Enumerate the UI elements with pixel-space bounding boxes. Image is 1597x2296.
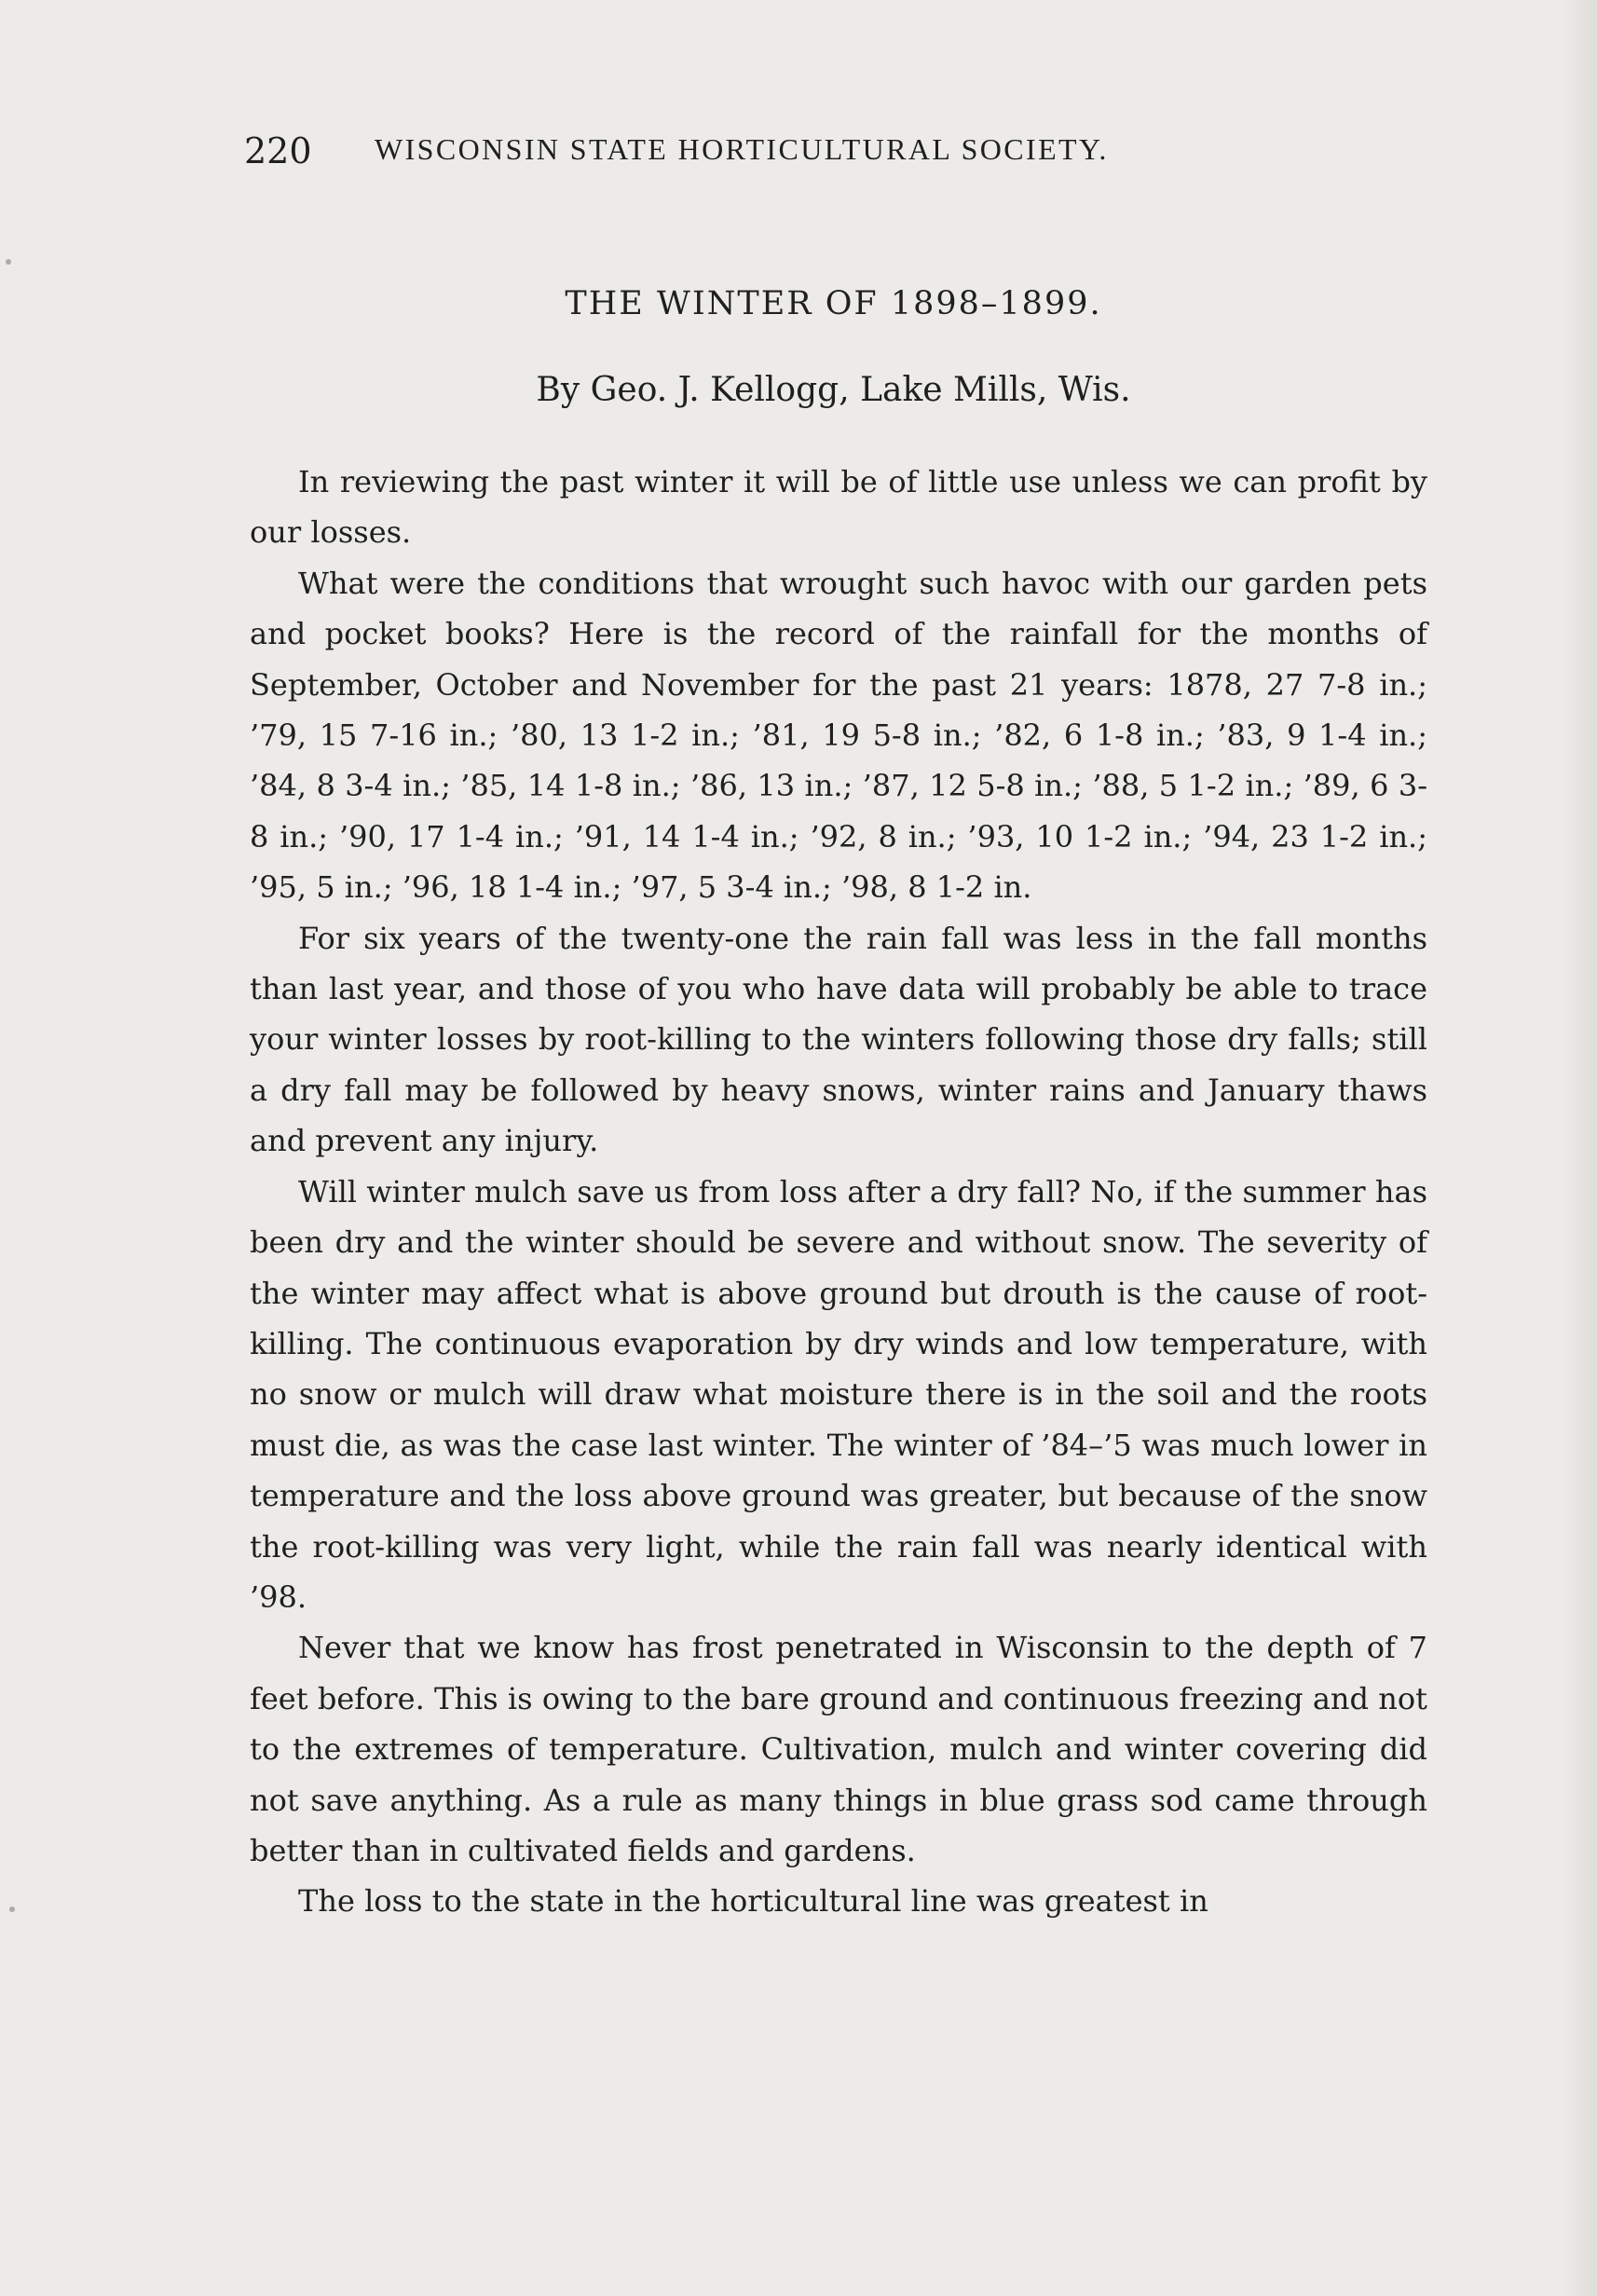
paragraph: Will winter mulch save us from loss after a dry fall? No, if the summer has been dry and the winter should be severe and without snow. The severity of the winter may affect what is above ground but drouth is the cause of root-killing. The continuous evaporation by dry winds and low temperature, with no snow or mulch will draw what moisture there is in the soil and the roots must die, as was the case last winter. The winter of ’84–’5 was much lower in temperature and the loss above ground was greater, but because of the snow the root-killing was very light, while the rain fall was nearly identical with ’98. bbox=[250, 1173, 1427, 1615]
page-number: 220 bbox=[244, 130, 312, 171]
article-title: THE WINTER OF 1898–1899. bbox=[565, 285, 1102, 322]
running-header bbox=[244, 130, 1278, 171]
article-body bbox=[250, 457, 1427, 1927]
paragraph: Never that we know has frost penetrated in Wisconsin to the depth of 7 feet before. This is owing to the bare ground and continuous freezing and not to the extremes of temperature. Cultivation, mulch and winter covering did not save anything. As a rule as many things in blue grass sod came through better than in cultivated fields and gardens. bbox=[250, 1630, 1427, 1868]
paragraph: What were the conditions that wrought such havoc with our garden pets and pocket books? Here is the record of the rainfall for the months of September, October and November for the past 21 years: 1878, 27 7-8 in.; ’79, 15 7-16 in.; ’80, 13 1-2 in.; ’81, 19 5-8 in.; ’82, 6 1-8 in.; ’83, 9 1-4 in.; ’84, 8 3-4 in.; ’85, 14 1-8 in.; ’86, 13 in.; ’87, 12 5-8 in.; ’88, 5 1-2 in.; ’89, 6 3-8 in.; ’90, 17 1-4 in.; ’91, 14 1-4 in.; ’92, 8 in.; ’93, 10 1-2 in.; ’94, 23 1-2 in.; ’95, 5 in.; ’96, 18 1-4 in.; ’97, 5 3-4 in.; ’98, 8 1-2 in. bbox=[250, 565, 1427, 906]
paragraph: The loss to the state in the horticultural line was greatest in bbox=[298, 1883, 1208, 1920]
page-edge-shadow bbox=[1560, 0, 1597, 2296]
scan-speck bbox=[6, 259, 11, 265]
article-byline: By Geo. J. Kellogg, Lake Mills, Wis. bbox=[536, 371, 1131, 409]
running-title: WISCONSIN STATE HORTICULTURAL SOCIETY. bbox=[375, 132, 1109, 166]
paragraph: For six years of the twenty-one the rain fall was less in the fall months than last year, and those of you who have data will probably be able to trace your winter losses by root-killing to the winters following those dry falls; still a dry fall may be followed by heavy snows, winter rains and January thaws and prevent any injury. bbox=[250, 920, 1427, 1159]
scan-speck bbox=[9, 1906, 15, 1912]
paragraph: In reviewing the past winter it will be of little use unless we can profit by our losses. bbox=[250, 464, 1427, 551]
